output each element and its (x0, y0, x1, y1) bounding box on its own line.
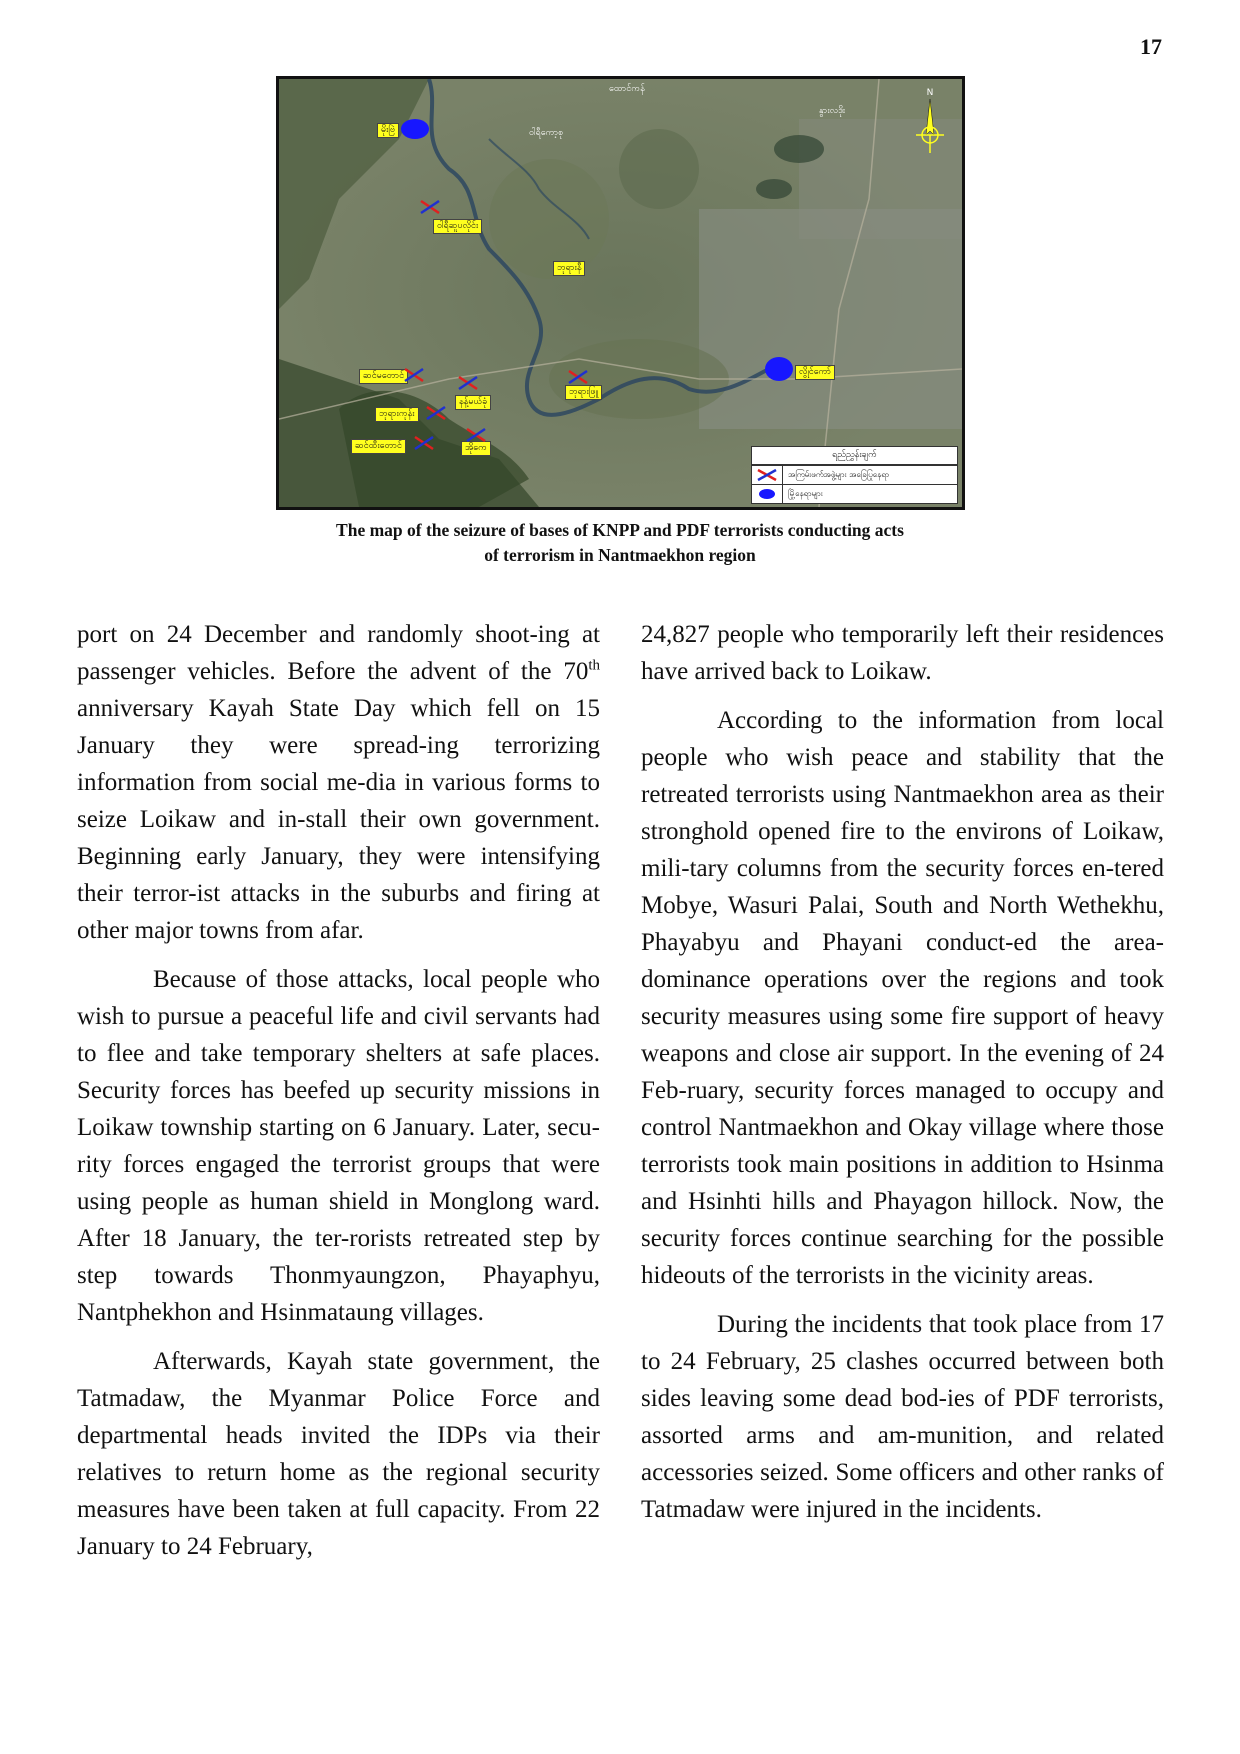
label-hsinhti: ဆင်ထီးတောင် (351, 439, 406, 454)
map-legend (751, 446, 958, 504)
label-loikaw: လွိုင်ကော် (795, 365, 835, 380)
town-dot-icon (757, 488, 777, 500)
label-nantmaekhon: နန့်မယ်ခုံ (455, 395, 491, 410)
paragraph: Afterwards, Kayah state government, the Tatmadaw, the Myanmar Police Force and departmental heads invited the IDPs via their relatives to return home as the regional security measures have been taken at full capacity. From 22 January to 24 February, (77, 1348, 600, 1560)
town-label-top: ထောင်ကန် (609, 84, 645, 94)
label-phayagon: ဘုရားကုန်း (375, 407, 419, 422)
paragraph: During the incidents that took place from 17 to 24 February, 25 clashes occurred between both sides leaving some dead bod-ies of PDF terrorists, assorted arms and am-munition, and related accessories seized. Some officers and other ranks of Tatmadaw were injured in the incidents. (641, 1311, 1164, 1523)
town-label-middle: ဝါရီကော့စု (529, 128, 564, 138)
crossed-swords-icon (756, 468, 778, 482)
paragraph-text: port on 24 December and randomly shoot-ing at passenger vehicles. Before the advent of the 70 (77, 621, 600, 685)
label-mobye: မိုးဗြဲ (377, 123, 399, 138)
crossed-swords-icon (425, 405, 447, 421)
legend-row-terrorist-base (752, 465, 957, 484)
paragraph: 24,827 people who temporarily left their residences have arrived back to Loikaw. (641, 621, 1164, 685)
paragraph: Because of those attacks, local people who wish to pursue a peaceful life and civil servants had to flee and take temporary shelters at safe places. Security forces has beefed up security missions in Loikaw township starting on 6 January. Later, secu-rity forces engaged the terrorist groups that were using people as human shield in Monglong ward. After 18 January, the ter-rorists retreated step by step towards Thonmyaungzon, Phayaphyu, Nantphekhon and Hsinmataung villages. (77, 966, 600, 1326)
page-number: 17 (1140, 34, 1162, 59)
paragraph (77, 616, 600, 949)
caption-line-2: of terrorism in Nantmaekhon region (484, 545, 756, 565)
legend-row-towns (752, 484, 957, 503)
crossed-swords-icon (403, 367, 425, 383)
ordinal-suffix: th (588, 657, 600, 674)
crossed-swords-icon (413, 435, 435, 451)
label-wasuri-palai: ဝါရီဆူပလိုင်း (433, 219, 482, 234)
north-arrow-icon (912, 85, 948, 165)
legend-text-towns: မြို့နေရာများ (788, 489, 823, 498)
label-phayaphyu-east: ဘုရားဖြူ (565, 385, 602, 400)
crossed-swords-icon (457, 375, 479, 391)
svg-text:N: N (926, 88, 934, 98)
town-dot-loikaw (765, 357, 793, 381)
crossed-swords-icon (567, 369, 589, 385)
satellite-map (276, 76, 965, 510)
label-hsinmataung: ဆင်မတောင် (359, 369, 408, 384)
legend-title: ရည်ညွှန်းချက် (752, 447, 957, 465)
right-column (641, 616, 1164, 1540)
label-phayani: ဘုရားနီ (553, 261, 585, 276)
caption-line-1: The map of the seizure of bases of KNPP and PDF terrorists conducting acts (336, 520, 904, 540)
legend-text-terrorist-base: အကြမ်းဖက်အဖွဲ့များ အခြေပြုနေရာ (788, 470, 890, 479)
crossed-swords-icon (465, 427, 487, 443)
town-label-top-right: နွားလဒိုး (819, 106, 846, 116)
town-dot-mobye (401, 119, 429, 139)
crossed-swords-icon (419, 199, 441, 215)
paragraph-text: anniversary Kayah State Day which fell on 15 January they were spread-ing terrorizing information from social me-dia in various forms to seize Loikaw and in-stall their own government. Beginning early January, they were intensifying their terror-ist attacks in the suburbs and firing at other major towns from afar. (77, 695, 600, 944)
left-column (77, 616, 600, 1577)
map-caption (262, 518, 978, 568)
paragraph: According to the information from local people who wish peace and stability that the retreated terrorists using Nantmaekhon area as their stronghold opened fire to the environs of Loikaw, mili-tary columns from the security forces en-tered Mobye, Wasuri Palai, South and North Wethekhu, Phayabyu and Phayani conduct-ed the area-dominance operations over the regions and took security measures using some fire support of heavy weapons and close air support. In the evening of 24 Feb-ruary, security forces managed to occupy and control Nantmaekhon and Okay village where those terrorists took main positions in addition to Hsinma and Hsinhti hills and Phayagon hillock. Now, the security forces continue searching for the possible hideouts of the terrorists in the vicinity areas. (641, 707, 1164, 1289)
label-okay: အိုကေ (461, 441, 491, 456)
